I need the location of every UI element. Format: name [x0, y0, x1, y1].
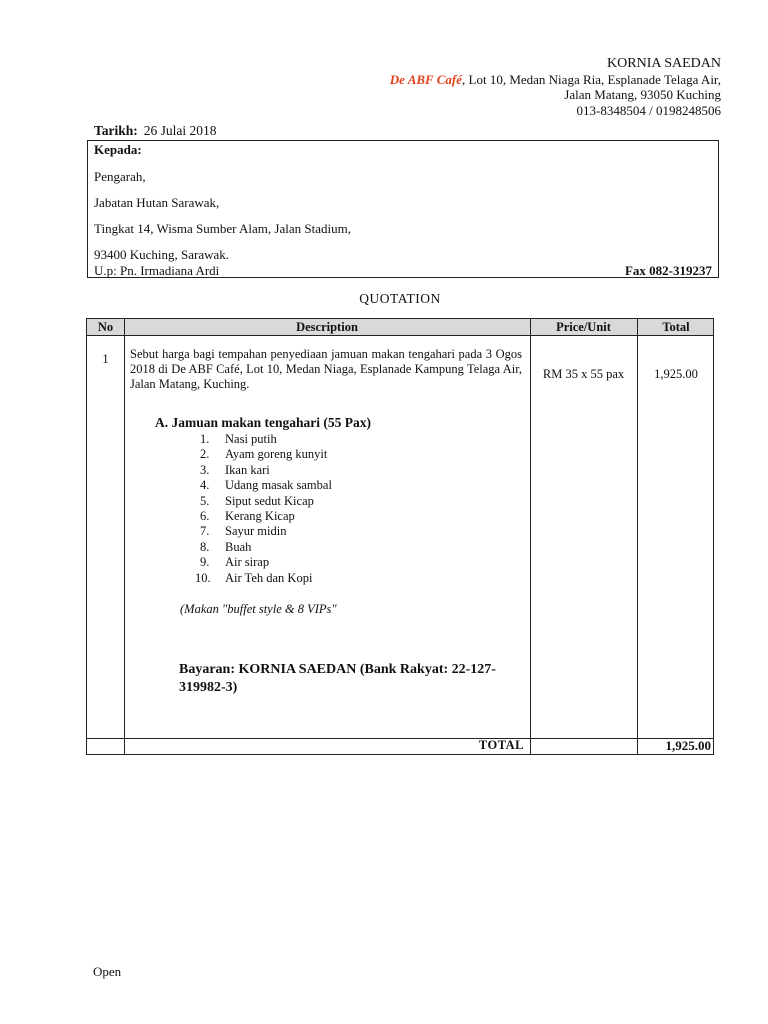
- recipient-line: Jabatan Hutan Sarawak,: [94, 195, 220, 210]
- quotation-table: [86, 318, 714, 755]
- total-label: TOTAL: [478, 738, 524, 752]
- date-label: Tarikh:: [94, 123, 138, 138]
- open-link[interactable]: Open: [93, 964, 122, 979]
- recipient-box: [87, 140, 719, 278]
- row-total: 1,925.00: [654, 367, 698, 381]
- date-line: [94, 123, 217, 139]
- list-item: 9. Air sirap: [200, 555, 270, 570]
- grand-total: 1,925.00: [665, 738, 711, 753]
- list-item: 3. Ikan kari: [200, 462, 270, 477]
- phone-numbers: 013-8348504 / 0198248506: [576, 102, 721, 118]
- fax-number: Fax 082-319237: [624, 263, 712, 278]
- list-item: 6. Kerang Kicap: [200, 509, 295, 524]
- list-item: 10. Air Teh dan Kopi: [195, 570, 313, 585]
- letterhead: [390, 56, 721, 118]
- divider: [124, 319, 125, 754]
- column-header-description: Description: [296, 320, 358, 334]
- list-item: 5. Siput sedut Kicap: [200, 493, 314, 508]
- list-item: 7. Sayur midin: [200, 524, 287, 539]
- cafe-name: De ABF Café: [389, 71, 463, 87]
- column-header-total: Total: [662, 320, 690, 334]
- row-description: Sebut harga bagi tempahan penyediaan jamuan makan tengahari pada 3 Ogos 2018 di De ABF Café, Lot 10, Medan Niaga, Esplanade Kampung Telaga Air, Jalan Matang, Kuching.: [130, 347, 522, 391]
- column-header-price: Price/Unit: [556, 320, 611, 334]
- divider: [87, 335, 713, 336]
- address-line-1: [390, 72, 721, 88]
- divider: [637, 319, 638, 754]
- menu-list: [195, 432, 332, 586]
- recipient-line: 93400 Kuching, Sarawak.: [94, 247, 230, 262]
- column-header-no: No: [97, 320, 114, 334]
- payment-info: Bayaran: KORNIA SAEDAN (Bank Rakyat: 22-127-319982-3): [179, 662, 496, 695]
- list-item: 1. Nasi putih: [200, 432, 277, 446]
- recipient-label: Kepada:: [94, 142, 142, 157]
- date-value: 26 Julai 2018: [143, 123, 217, 138]
- address-line-1-rest: , Lot 10, Medan Niaga Ria, Esplanade Telaga Air,: [462, 71, 721, 87]
- attention-line: U.p: Pn. Irmadiana Ardi: [94, 263, 220, 278]
- recipient-line: Pengarah,: [94, 169, 146, 184]
- recipient-line: Tingkat 14, Wisma Sumber Alam, Jalan Stadium,: [94, 221, 351, 236]
- divider: [530, 319, 531, 754]
- company-name: KORNIA SAEDAN: [607, 56, 721, 71]
- list-item: 8. Buah: [200, 539, 252, 554]
- row-number: 1: [102, 352, 109, 366]
- quotation-title: QUOTATION: [359, 291, 441, 306]
- section-title: A. Jamuan makan tengahari (55 Pax): [155, 415, 372, 430]
- row-price: RM 35 x 55 pax: [542, 367, 625, 381]
- serving-note: (Makan "buffet style & 8 VIPs": [180, 602, 337, 616]
- list-item: 4. Udang masak sambal: [200, 478, 332, 493]
- list-item: 2. Ayam goreng kunyit: [200, 447, 328, 462]
- address-line-2: Jalan Matang, 93050 Kuching: [564, 87, 721, 102]
